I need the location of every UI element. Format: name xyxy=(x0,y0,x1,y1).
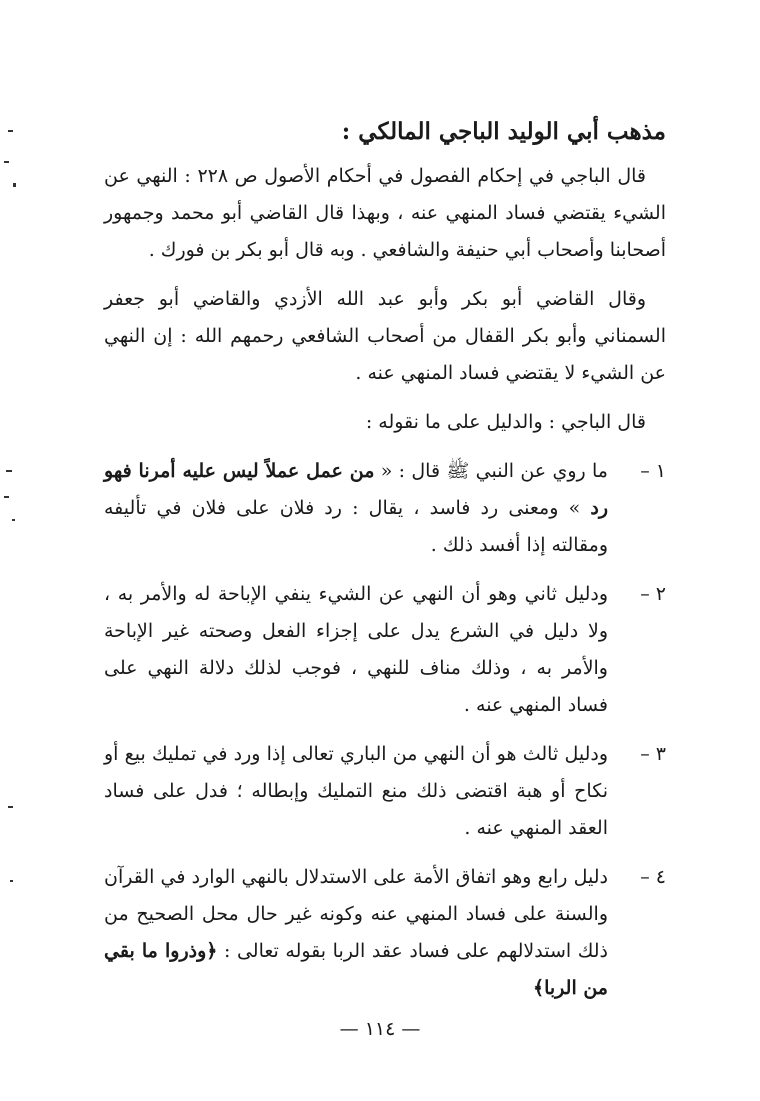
page-body xyxy=(104,112,666,1019)
scan-mark xyxy=(8,806,13,808)
item-text: » ومعنى رد فاسد ، يقال : رد فلان على فلان في تأليفه ومقالته إذا أفسد ذلك . xyxy=(104,497,608,556)
item-text: ما روي عن النبي ﷺ قال : « xyxy=(374,460,608,482)
list-item xyxy=(104,576,666,724)
scan-mark xyxy=(8,130,13,132)
scan-mark xyxy=(4,161,9,163)
item-text: ودليل ثاني وهو أن النهي عن الشيء ينفي الإباحة له والأمر به ، ولا دليل في الشرع يدل على إجزاء الفعل وصحته غير الإباحة والأمر به ، وذلك مناف للنهي ، فوجب لذلك دلالة النهي على فساد المنهي عنه . xyxy=(104,583,608,716)
item-text: ودليل ثالث هو أن النهي من الباري تعالى إذا ورد في تمليك بيع أو نكاح أو هبة اقتضى ذلك منع التمليك وإبطاله ؛ فدل على فساد العقد المنهي عنه . xyxy=(104,743,608,839)
item-number: ٢ – xyxy=(640,583,666,605)
page-number: — ١١٤ — xyxy=(339,1018,421,1040)
scan-mark xyxy=(10,880,13,882)
hadith-quote: من عمل عملاً ليس عليه أمرنا فهو رد xyxy=(104,460,608,519)
section-heading: مذهب أبي الوليد الباجي المالكي : xyxy=(341,118,666,145)
paragraph: قال الباجي في إحكام الفصول في أحكام الأصول ص ٢٢٨ : النهي عن الشيء يقتضي فساد المنهي عنه ، وبهذا قال القاضي أبو محمد وجمهور أصحابنا وأصحاب أبي حنيفة والشافعي . وبه قال أبو بكر بن فورك . xyxy=(104,165,666,261)
list-item xyxy=(104,736,666,847)
item-number: ١ – xyxy=(640,460,666,482)
scan-mark xyxy=(13,183,16,187)
quran-quote: ﴿وذروا ما بقي من الربا﴾ xyxy=(104,940,608,999)
list-item xyxy=(104,453,666,564)
scan-mark xyxy=(4,496,9,498)
item-number: ٣ – xyxy=(640,743,666,765)
list-item xyxy=(104,859,666,1007)
scan-mark xyxy=(12,519,15,521)
paragraph: قال الباجي : والدليل على ما نقوله : xyxy=(365,411,646,433)
scan-mark xyxy=(6,470,12,472)
item-text: دليل رابع وهو اتفاق الأمة على الاستدلال بالنهي الوارد في القرآن والسنة على فساد المنهي عنه وكونه غير حال محل الصحيح من ذلك استدلالهم على فساد عقد الربا بقوله تعالى : xyxy=(104,866,608,962)
paragraph: وقال القاضي أبو بكر وأبو عبد الله الأزدي والقاضي أبو جعفر السمناني وأبو بكر القفال من أصحاب الشافعي رحمهم الله : إن النهي عن الشيء لا يقتضي فساد المنهي عنه . xyxy=(104,288,666,384)
item-number: ٤ – xyxy=(640,866,666,888)
